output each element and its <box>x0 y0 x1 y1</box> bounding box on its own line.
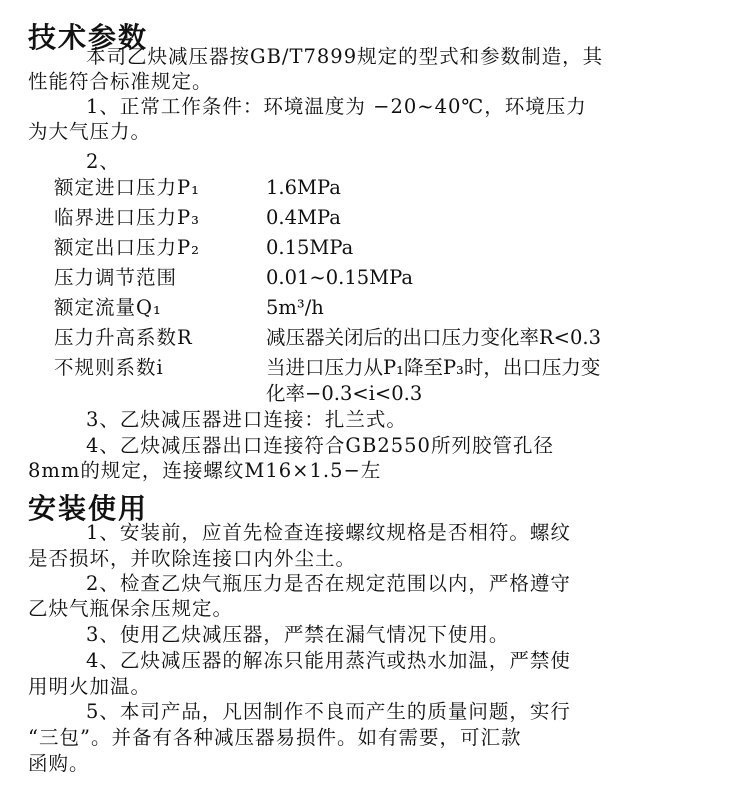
param-name: 压力升高系数R <box>54 326 193 349</box>
install-line: 函购。 <box>28 752 90 775</box>
param-value: 当进口压力从P₁降至P₃时，出口压力变 <box>266 356 601 379</box>
param-name: 不规则系数i <box>54 356 164 379</box>
tech-params-heading: 技术参数 <box>28 21 149 54</box>
param-value: 0.4MPa <box>266 206 341 229</box>
param-name: 额定流量Q₁ <box>54 296 162 319</box>
tech-intro-line-1: 本司乙炔减压器按GB/T7899规定的型式和参数制造，其 <box>86 45 604 68</box>
param-value-continued: 化率−0.3<i<0.3 <box>266 382 423 405</box>
param-name: 临界进口压力P₃ <box>54 206 200 229</box>
tech-item4-line-1: 4、乙炔减压器出口连接符合GB2550所列胶管孔径 <box>86 434 554 457</box>
install-line: 用明火加温。 <box>28 675 152 698</box>
tech-item3: 3、乙炔减压器进口连接：扎兰式。 <box>86 408 407 431</box>
install-heading: 安装使用 <box>28 492 149 525</box>
param-value: 减压器关闭后的出口压力变化率R<0.3 <box>266 326 602 349</box>
install-line: 是否损坏，并吹除连接口内外尘土。 <box>28 547 357 570</box>
tech-intro-line-2: 性能符合标准规定。 <box>28 70 213 93</box>
param-name: 额定出口压力P₂ <box>54 236 200 259</box>
install-line: 1、安装前，应首先检查连接螺纹规格是否相符。螺纹 <box>86 521 571 544</box>
param-value: 0.15MPa <box>266 236 354 259</box>
param-value: 5m³/h <box>266 296 324 319</box>
tech-item4-line-2: 8mm的规定，连接螺纹M16×1.5−左 <box>28 459 382 482</box>
param-name: 额定进口压力P₁ <box>54 176 200 199</box>
install-line: “三包”。并备有各种减压器易损件。如有需要，可汇款 <box>28 726 522 749</box>
tech-item1-line-2: 为大气压力。 <box>28 120 152 143</box>
tech-item2-label: 2、 <box>86 150 120 173</box>
install-line: 2、检查乙炔气瓶压力是否在规定范围以内，严格遵守 <box>86 572 571 595</box>
tech-item1-line-1: 1、正常工作条件：环境温度为 −20~40℃，环境压力 <box>86 95 587 118</box>
install-line: 4、乙炔减压器的解冻只能用蒸汽或热水加温，严禁使 <box>86 649 571 672</box>
install-line: 3、使用乙炔减压器，严禁在漏气情况下使用。 <box>86 623 510 646</box>
param-value: 1.6MPa <box>266 176 341 199</box>
install-line: 5、本司产品，凡因制作不良而产生的质量问题，实行 <box>86 700 571 723</box>
param-value: 0.01~0.15MPa <box>266 266 414 289</box>
install-line: 乙炔气瓶保余压规定。 <box>28 597 234 620</box>
param-name: 压力调节范围 <box>54 266 178 289</box>
